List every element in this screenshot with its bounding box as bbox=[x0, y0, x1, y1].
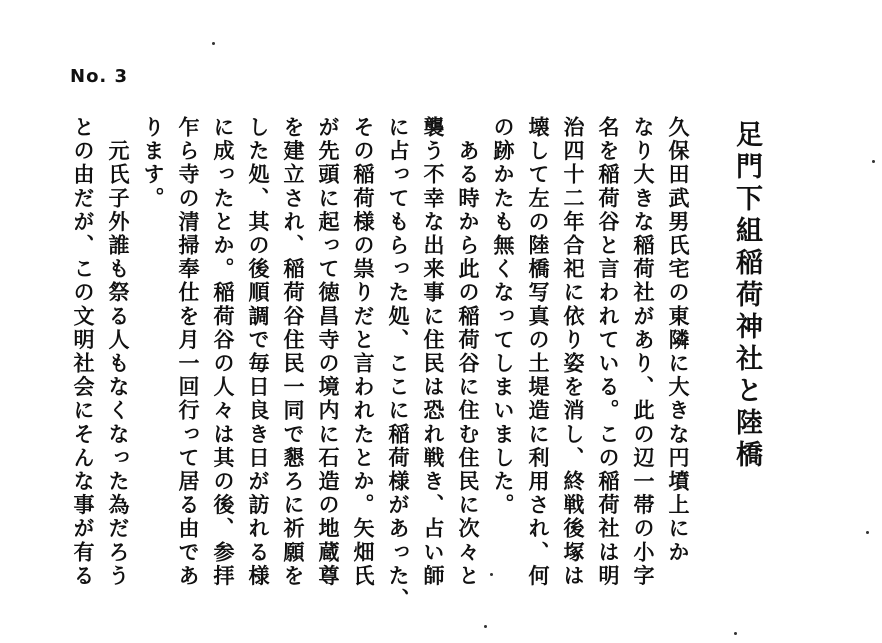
text-line: 久保田武男氏宅の東隣に大きな円墳上にか bbox=[666, 116, 691, 565]
text-line: なり大きな稲荷社があり、此の辺一帯の小字 bbox=[631, 116, 656, 588]
text-line: を建立され、稲荷谷住民一同で懇ろに祈願を bbox=[281, 116, 306, 588]
text-line: が先頭に起って徳昌寺の境内に石造の地蔵尊 bbox=[316, 116, 341, 588]
text-line: 元氏子外誰も祭る人もなくなった為だろう bbox=[106, 116, 131, 588]
page-title: 足門下組稲荷神社と陸橋 bbox=[731, 120, 762, 472]
scan-speck bbox=[484, 625, 487, 628]
text-line: との由だが、この文明社会にそんな事が有る bbox=[71, 116, 96, 588]
scan-speck bbox=[490, 573, 493, 576]
text-line: 名を稲荷谷と言われている。この稲荷社は明 bbox=[596, 116, 621, 588]
scan-speck bbox=[872, 160, 875, 163]
vertical-text-body bbox=[66, 116, 766, 636]
text-line: その稲荷様の祟りだと言われたとか。矢畑氏 bbox=[351, 116, 376, 588]
scan-speck bbox=[734, 632, 737, 635]
scan-speck bbox=[212, 42, 215, 45]
text-line: に成ったとか。稲荷谷の人々は其の後、参拝 bbox=[211, 116, 236, 588]
page-number: No. 3 bbox=[70, 66, 129, 87]
text-line: ります。 bbox=[141, 116, 166, 211]
text-line: 治四十二年合祀に依り姿を消し、終戦後塚は bbox=[561, 116, 586, 588]
text-line: 乍ら寺の清掃奉仕を月一回行って居る由であ bbox=[176, 116, 201, 588]
scan-speck bbox=[866, 531, 869, 534]
text-line: 壊して左の陸橋写真の土堤造に利用され、何 bbox=[526, 116, 551, 588]
text-line: した処、其の後順調で毎日良き日が訪れる様 bbox=[246, 116, 271, 588]
text-line: 襲う不幸な出来事に住民は恐れ戦き、占い師 bbox=[421, 116, 446, 588]
text-line: ある時から此の稲荷谷に住む住民に次々と bbox=[456, 116, 481, 588]
text-line: に占ってもらった処、ここに稲荷様があった、 bbox=[386, 116, 411, 612]
text-line: の跡かたも無くなってしまいました。 bbox=[491, 116, 516, 518]
